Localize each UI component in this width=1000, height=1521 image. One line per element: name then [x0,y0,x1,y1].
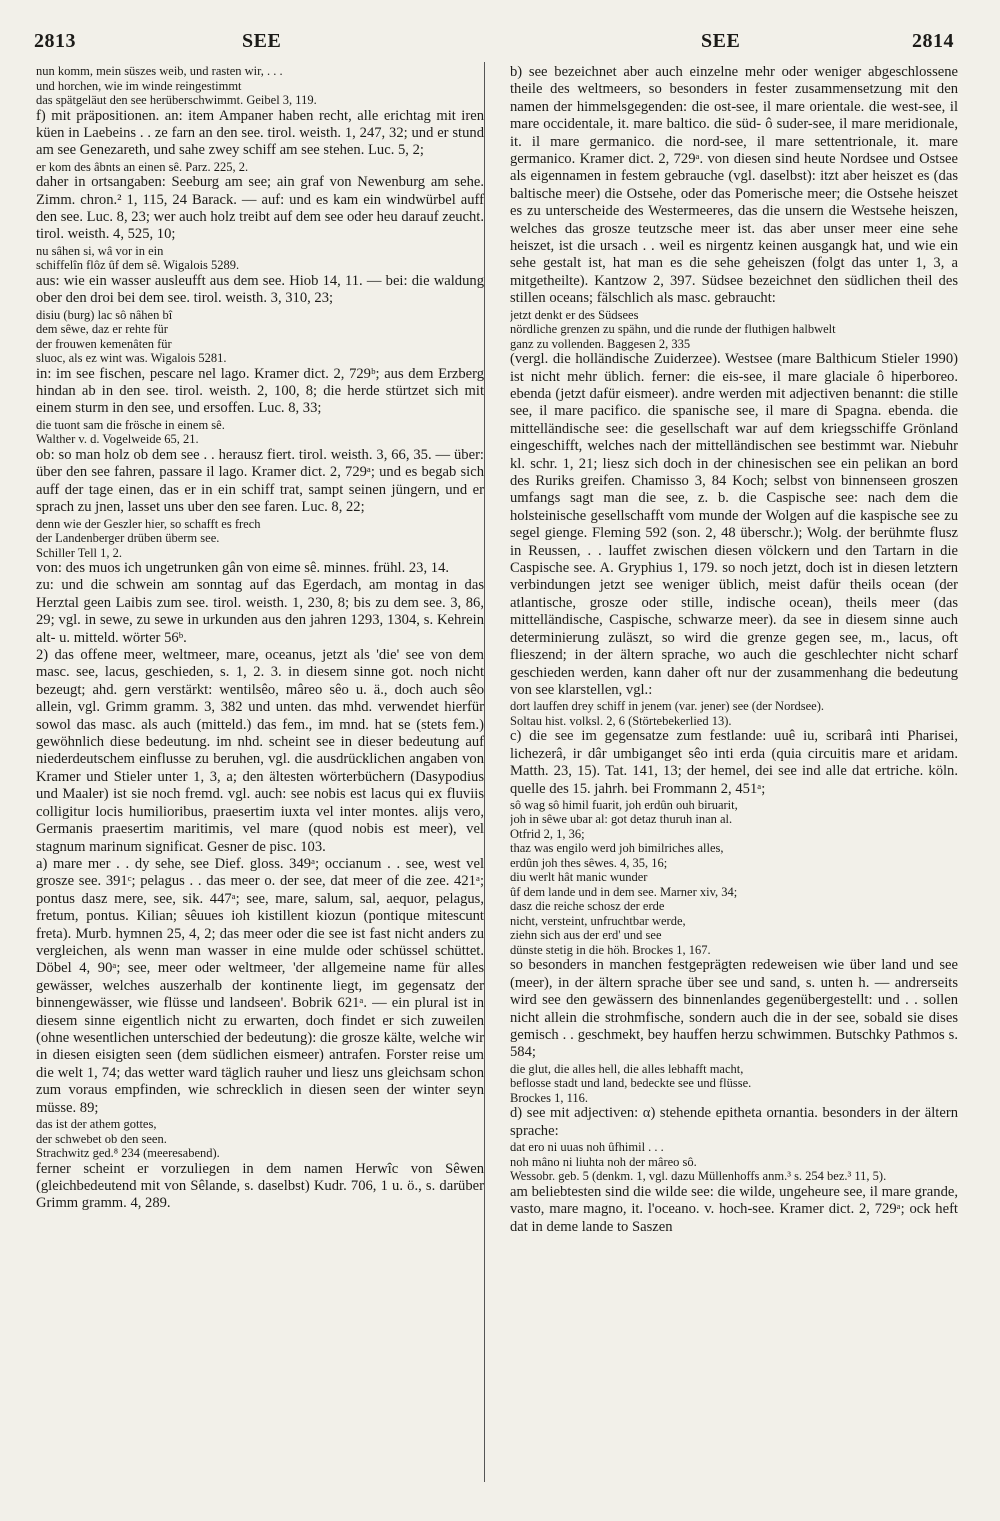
verse-quote: dat ero ni uuas noh ûfhimil . . . noh mâno ni liuhta noh der mâreo sô. Wessobr. geb. 5 (denkm. 1, vgl. dazu Müllenhoffs anm.³ s. 254 bez.³ 11, 5). [510,1140,887,1184]
verse-quote: jetzt denkt er des Südsees nördliche grenzen zu spähn, und die runde der fluthigen halbwelt ganz zu vollenden. Baggesen 2, 335 [510,307,836,351]
entry-paragraph: von: des muos ich ungetrunken gân von eime sê. minnes. frühl. 23, 14. [36,560,450,576]
right-page-number: 2814 [912,30,954,52]
verse-quote: nu sâhen si, wâ vor in ein schiffelîn flôz ûf dem sê. Wigalois 5289. [36,243,240,273]
right-headword: SEE [701,30,741,52]
verse-quote: die glut, die alles hell, die alles lebhafft macht, beflosse stadt und land, bedeckte see und flüsse. Brockes 1, 116. [510,1061,752,1105]
entry-paragraph: b) see bezeichnet aber auch einzelne mehr oder weniger abgeschlossene theile des weltmeers, so besonders in fester zusammensetzung mit den namen der himmelsgegenden: die ost-see, il mare orientale. die west-see, il mare occidentale, it. mare baltico. die süd- ô suder-see, il mare meridionale, it. il mare germanico. die nord-see, il mare settentrionale, it. mare germanico. Kramer dict. 2, 729ᵃ. von diesen sind heute Nordsee und Ostsee als eigennamen in festem gebrauche (vgl. daselbst): itzt aber heiszet es (das baltische meer) die Ostsehe, oder das Pomerische meer; die Ostsehe heiszet es zu unterscheide des Westermeeres, das die unsern die Westsehe heiszen, welches das grosze teutzsche meer ist. das aber unser meer eine sehe heiszet, ist die ursach . . weil es nirgentz keinen ausgangk hat, und wie ein sehe gestalt ist, hat man es die sehe geheiszen (folgt das unter 1, 3, a mitgetheilte). Kantzow 2, 397. Südsee bezeichnet den südlichen theil des stillen oceans; fälschlich als masc. gebraucht: [510,64,958,307]
verse-quote: disiu (burg) lac sô nâhen bî dem sêwe, daz er rehte für der frouwen kemenâten für sluoc, als ez wint was. Wigalois 5281. [36,307,227,366]
entry-paragraph: am beliebtesten sind die wilde see: die wilde, ungeheure see, il mare grande, vasto, mare magno, it. l'oceano. v. hoch-see. Kramer dict. 2, 729ᵃ; ock heft dat in deme lande to Saszen [510,1183,958,1235]
verse-quote: diu werlt hât manic wunder ûf dem lande und in dem see. Marner xiv, 34; [510,870,738,899]
verse-quote: die tuont sam die frösche in einem sê. Walther v. d. Vogelweide 65, 21. [36,417,225,447]
right-column [510,64,958,1484]
verse-quote: denn wie der Geszler hier, so schafft es frech der Landenberger drüben überm see. Schiller Tell 1, 2. [36,516,261,560]
verse-quote: dort lauffen drey schiff in jenem (var. jener) see (der Nordsee). Soltau hist. volksl. 2, 6 (Störtebekerlied 13). [510,699,824,728]
verse-quote: nun komm, mein süszes weib, und rasten wir, . . . und horchen, wie im winde reingestimmt das spätgeläut den see herüberschwimmt. Geibel 3, 119. [36,64,317,107]
verse-quote: dasz die reiche schosz der erde nicht, versteint, unfruchtbar werde, ziehn sich aus der erd' und see dünste stetig in die höh. Brockes 1, 167. [510,899,711,957]
entry-paragraph: zu: und die schwein am sonntag auf das Egerdach, am montag in das Herztal geen Laibis zum see. tirol. weisth. 1, 230, 8; bis zu dem see. 3, 86, 29; vgl. in sewe, zu sewe in urkunden aus den jahren 1293, 1304, s. Kehrein alt- u. mitteld. wörter 56ᵇ. [36,577,484,646]
left-headword: SEE [242,30,282,52]
entry-paragraph: so besonders in manchen festgeprägten redeweisen wie über land und see (meer), in der ältern sprache über see und sand, s. unten h. — andrerseits wird see den gewässern des binnenlandes gegenübergestellt: und . . sollen nicht allein die strohmfische, sondern auch die in der see, sobald sie dises gemisch . . geschmekt, bey hauffen herzu schwimmen. Butschky Pathmos s. 584; [510,957,958,1061]
entry-paragraph: 2) das offene meer, weltmeer, mare, oceanus, jetzt als 'die' see von dem masc. see, lacus, geschieden, s. 1, 2. 3. in diesem sinne got. noch nicht bezeugt; ahd. gern verstärkt: wentilsêo, mâreo sêo u. ä., doch auch sêo allein, vgl. Grimm gramm. 3, 382 und unten. das mhd. verwendet hierfür sowol das masc. als auch (mitteld.) das fem., im mnd. hat se (stets fem.) gewöhnlich diese bedeutung. im nhd. scheint see in dieser bedeutung auf niederdeutschem einflusse zu beruhen, vgl. die ausdrücklichen angaben von Kramer und Stieler unter 1, 3, a; den ältesten wörterbüchern (Dasypodius und Maaler) ist sie noch fremd. vgl. auch: see nobis est lacus qui ex fluviis colligitur locis humilioribus, praesertim iuxta vel inter montes. alijs vero, Germanis praesertim maritimis, vel mare (quod nobis est meer), vel stagnum marinum significat. Gesner de pisc. 103. [36,647,484,855]
entry-paragraph: (vergl. die holländische Zuiderzee). Westsee (mare Balthicum Stieler 1990) ist nicht mehr üblich. ferner: die eis-see, il mare glaciale ô hiperboreo. ebenda (jetzt dafür eismeer). andre werden mit adjectiven benannt: die stille see, il mare pacifico. die spanische see, il mare di Spagna. ebenda. die mittelländische see: die gesellschaft war auf dem kriegsschiffe Grönland eingeschifft, welches nach der mittelländischen see bestimmt war. Niebuhr kl. schr. 1, 21; liesz sich doch in der chinesischen see ein pelikan an bord des Ruriks greifen. Chamisso 3, 84 Koch; selbst von binnenseen groszen umfangs sagt man die see, z. b. die Caspische see: nach dem die holsteinische gesellschafft vom munde der Wolgen auf die kaspische see zu segel gienge. Fleming 592 (son. 2, 48 überschr.); Wolg. der berühmte flusz in Reussen, . . lauffet zwischen diesen völckern und den Tartarn in die Caspische see. A. Gryphius 1, 179. so noch jetzt, doch ist in diesen letztern verbindungen jetzt see weniger üblich, meist dafür theils ocean (der atlantische, grosze oder stille, indische ocean), theils meer (das mittelländische, Caspische, schwarze meer). da see in diesem sinne auch determinierung zuläszt, so wird die grenze gegen see, m., lacus, oft flieszend; in der ältern sprache, wo auch die geschlechter nicht scharf geschieden werden, kann daher oft nur der zusammenhang die bedeutung von see klarstellen, vgl.: [510,351,958,698]
left-page-number: 2813 [34,30,76,52]
left-column [36,64,484,1484]
verse-quote: das ist der athem gottes, der schwebet ob den seen. Strachwitz ged.⁸ 234 (meeresabend). [36,1117,220,1160]
entry-paragraph: a) mare mer . . dy sehe, see Dief. gloss. 349ᵃ; occianum . . see, west vel grosze see. 391ᶜ; pelagus . . das meer o. der see, dat meer of die zee. 421ᵃ; pontus dasz mere, see, sik. 447ᵃ; see, mare, salum, sal, aequor, pelagus, fretum, pontus. Kilian; sêuues ioh kistillent kiozun (pontique mitescunt freta). Murb. hymnen 25, 4, 2; das meer oder die see ist fast nicht anders zu vergleichen, als wenn man wasser in eine mulde oder schüssel schüttet. Döbel 4, 90ᵃ; see, meer oder weltmeer, 'der allgemeine name für alles gewässer, welches auszerhalb der kontinente liegt, im gegensatz der binnengewässer, wie flüsse und landseen'. Bobrik 621ᵃ. — ein plural ist in diesem sinne eigentlich nicht zu erwarten, doch findet er sich zuweilen (ohne wesentlichen unterschied der bedeutung): die grosze kälte, welche wir in diesen eisigten seen (dem südlichen eismeer) antrafen. Forster reise um die welt 1, 74; das wetter ward täglich rauher und liesz uns gleichsam schon zum voraus empfinden, wie schrecklich in diesen seen der winter seyn müsse. 89; [36,855,484,1116]
verse-quote: er kom des âbnts an einen sê. Parz. 225, 2. [36,159,249,174]
entry-paragraph: ferner scheint er vorzuliegen in dem namen Herwîc von Sêwen (gleichbedeutend mit von Sêlande, s. daselbst) Kudr. 706, 1 u. ö., s. darüber Grimm gramm. 4, 289. [36,1160,484,1212]
entry-paragraph: f) mit präpositionen. an: item Ampaner haben recht, alle erichtag mit iren küen in Laebeins . . ze farn an den see. tirol. weisth. 1, 247, 32; und er stund am see Genezareth, und sahe zwey schiff am see stehen. Luc. 5, 2; [36,107,484,159]
verse-quote: sô wag sô himil fuarit, joh erdûn ouh biruarit, joh in sêwe ubar al: got detaz thuruh inan al. Otfrid 2, 1, 36; [510,797,738,841]
entry-paragraph: c) die see im gegensatze zum festlande: uuê iu, scribarâ inti Pharisei, lichezerâ, ir dâr umbiganget sêo inti erda (quia circuitis mare et aridam. Matth. 23, 15). Tat. 141, 13; der hemel, dei see ind alle dat ertriche. köln. quelle des 15. jahrh. bei Frommann 2, 451ᵃ; [510,728,958,797]
column-divider [484,62,485,1482]
entry-paragraph: in: im see fischen, pescare nel lago. Kramer dict. 2, 729ᵇ; aus dem Erzberg hindan ab in den see. tirol. weisth. 2, 100, 8; die herde stürtzet sich mit einem sturm in den see, und ersoffen. Luc. 8, 33; [36,365,484,417]
verse-quote: thaz was engilo werd joh bimilriches alles, erdûn joh thes sêwes. 4, 35, 16; [510,841,724,870]
entry-paragraph: d) see mit adjectiven: α) stehende epitheta ornantia. besonders in der ältern sprache: [510,1105,958,1139]
entry-paragraph: daher in ortsangaben: Seeburg am see; ain graf von Newenburg am sehe. Zimm. chron.² 1, 115, 24 Barack. — auf: und es kam ein windwürbel auff den see. Luc. 8, 23; wer auch holz treibt auf dem see oder heu darauf zeucht. tirol. weisth. 4, 525, 10; [36,174,484,243]
entry-paragraph: aus: wie ein wasser ausleufft aus dem see. Hiob 14, 11. — bei: die waldung ober den droi bei dem see. tirol. weisth. 3, 310, 23; [36,272,484,307]
entry-paragraph: ob: so man holz ob dem see . . herausz fiert. tirol. weisth. 3, 66, 35. — über: über den see fahren, passare il lago. Kramer dict. 2, 729ᵃ; und es begab sich auff der tage einen, das er in ein schiff trat, sampt seinen jüngern, und er sprach zu jnen, lasset uns uber den see faren. Luc. 8, 22; [36,446,484,516]
